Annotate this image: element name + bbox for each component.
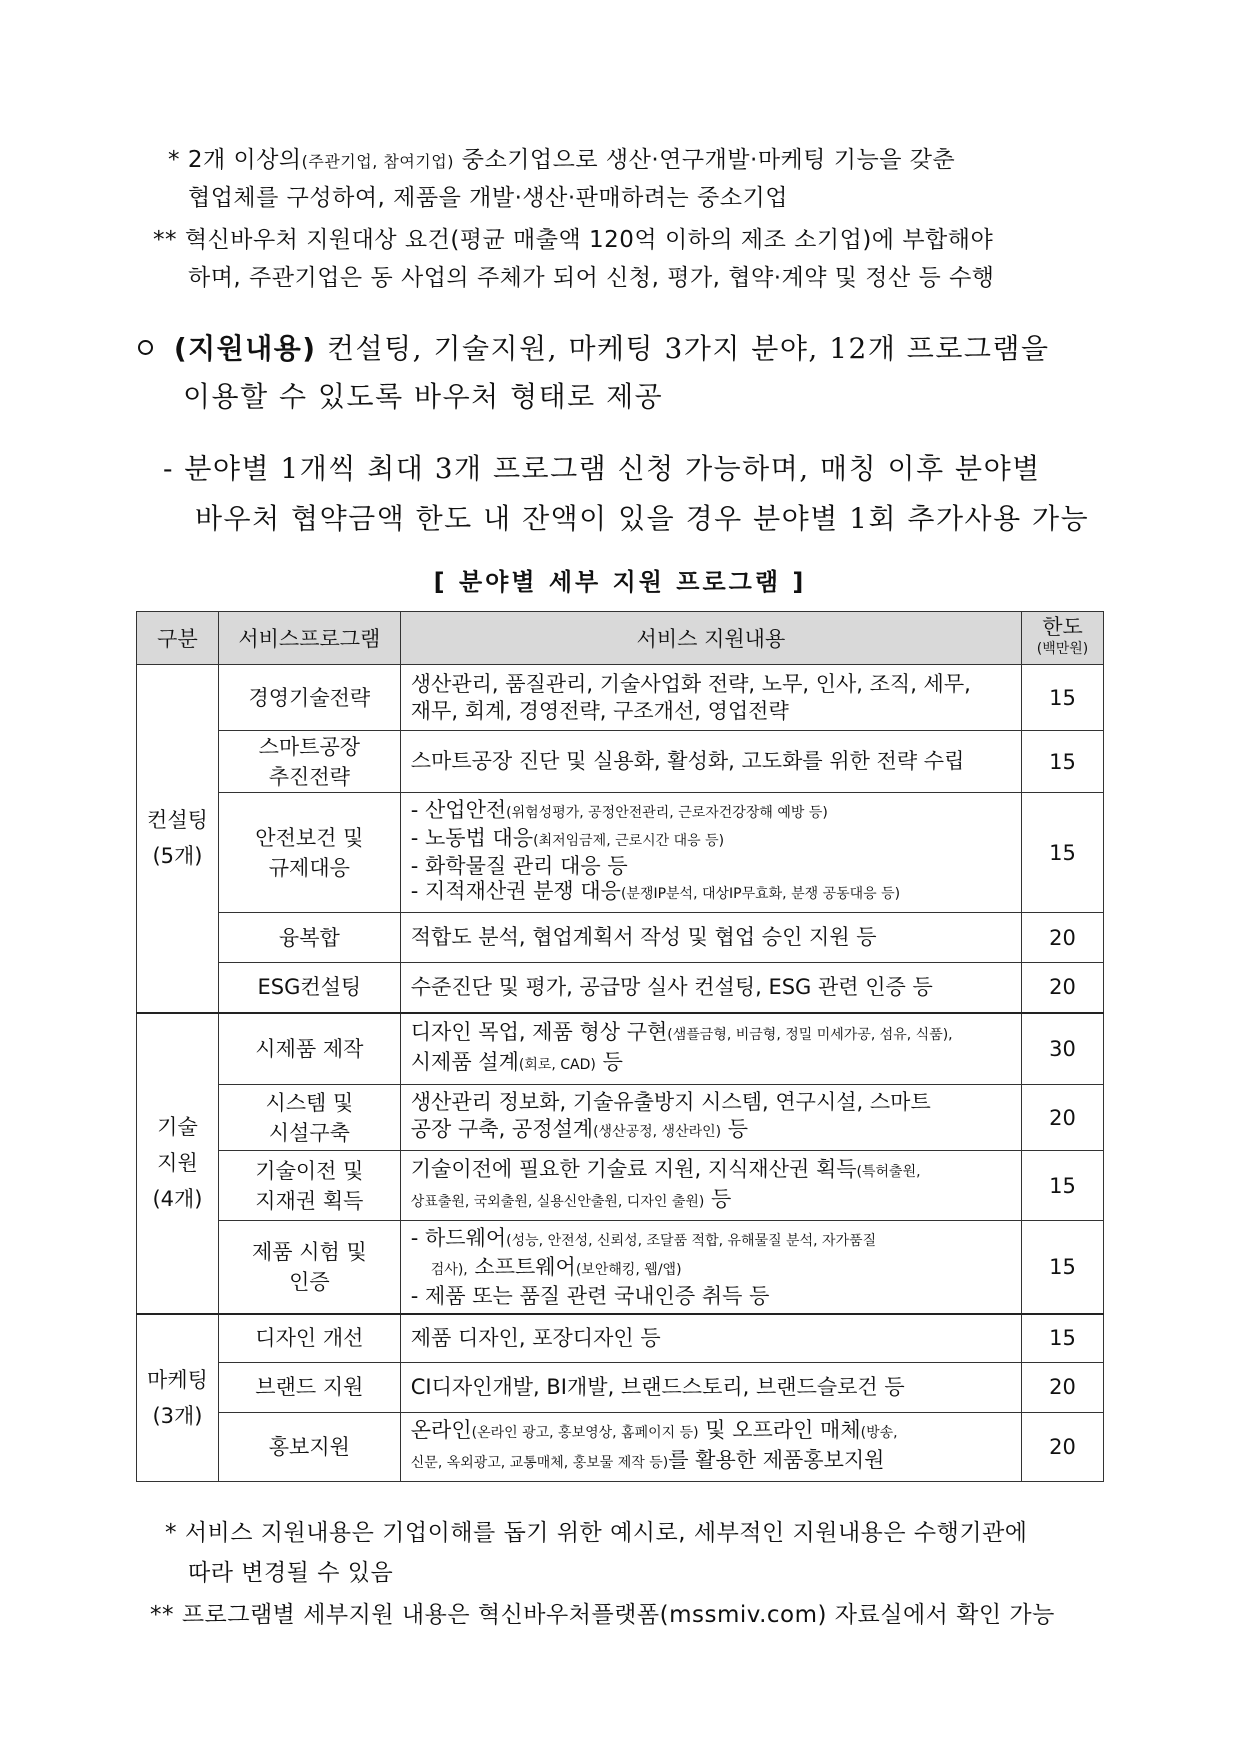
- content-line: 생산관리, 품질관리, 기술사업화 전략, 노무, 인사, 조직, 세무,: [410, 671, 971, 696]
- content-detail: (생산공정, 생산라인): [593, 1124, 722, 1140]
- content-text: 시제품 설계: [410, 1049, 519, 1074]
- category-name: 기술: [157, 1115, 198, 1140]
- service-content: 스마트공장 진단 및 실용화, 활성화, 고도화를 위한 전략 수립: [400, 731, 1021, 793]
- header-service: 서비스프로그램: [218, 612, 400, 665]
- category-name: 지원: [157, 1151, 198, 1176]
- content-bullet: - 지적재산권 분쟁 대응: [410, 879, 621, 903]
- note-mark: *: [168, 147, 180, 173]
- service-name: 융복합: [218, 913, 400, 963]
- header-limit-unit: (백만원): [1036, 641, 1089, 657]
- support-dash-line2: 바우처 협약금액 한도 내 잔액이 있을 경우 분야별 1회 추가사용 가능: [195, 502, 1090, 535]
- note-requirements-line2: 하며, 주관기업은 동 사업의 주체가 되어 신청, 평가, 협약·계약 및 정산 등 수행: [188, 265, 995, 291]
- limit-value: 15: [1022, 1314, 1104, 1362]
- service-content: [400, 793, 1021, 913]
- service-line: 추진전략: [268, 764, 350, 789]
- support-label: (지원내용): [173, 332, 317, 365]
- category-count: (3개): [152, 1403, 203, 1428]
- content-text: 등: [704, 1186, 732, 1211]
- service-line: 시스템 및: [265, 1090, 354, 1115]
- content-detail: (최저임금제, 근로시간 대응 등): [533, 833, 725, 849]
- service-content: 제품 디자인, 포장디자인 등: [400, 1314, 1021, 1362]
- table-row: [137, 1362, 1104, 1412]
- category-marketing: [137, 1314, 219, 1481]
- service-content: [400, 1221, 1021, 1315]
- limit-value: 20: [1022, 1362, 1104, 1412]
- content-detail: (샘플금형, 비금형, 정밀 미세가공, 섬유, 식품),: [667, 1026, 953, 1043]
- content-bullet: - 산업안전: [410, 798, 507, 822]
- content-bullet: - 노동법 대응: [410, 826, 534, 850]
- service-line: 안전보건 및: [255, 825, 364, 850]
- service-line: 기술이전 및: [255, 1158, 364, 1183]
- service-name: ESG컨설팅: [218, 963, 400, 1013]
- table-title: [ 분야별 세부 지원 프로그램 ]: [433, 568, 807, 596]
- table-header-row: [137, 612, 1104, 665]
- content-detail: 신문, 옥외광고, 교통매체, 홍보물 제작 등): [410, 1454, 669, 1471]
- content-detail: (온라인 광고, 홍보영상, 홈페이지 등): [471, 1424, 699, 1441]
- note-text: 중소기업으로 생산·연구개발·마케팅 기능을 갖춘: [453, 147, 956, 173]
- note-text: 혁신바우처 지원대상 요건(평균 매출액 120억 이하의 제조 소기업)에 부합해야: [184, 227, 994, 253]
- note-eligibility-line2: 협업체를 구성하여, 제품을 개발·생산·판매하려는 중소기업: [188, 185, 788, 211]
- header-category: 구분: [137, 612, 219, 665]
- limit-value: 20: [1022, 913, 1104, 963]
- limit-value: 30: [1022, 1013, 1104, 1085]
- note-mark: **: [150, 1602, 174, 1628]
- service-line: 인증: [289, 1270, 330, 1294]
- service-name: [218, 1151, 400, 1221]
- note-disclaimer: [165, 1513, 1028, 1553]
- note-requirements: [153, 220, 993, 260]
- limit-value: 20: [1022, 963, 1104, 1013]
- category-name: 컨설팅: [147, 808, 208, 833]
- note-text: 2개 이상의: [187, 147, 302, 173]
- note-platform: [150, 1595, 1055, 1635]
- content-text: 등: [721, 1117, 749, 1141]
- table-row: [137, 731, 1104, 793]
- limit-value: 15: [1022, 731, 1104, 793]
- content-line: 재무, 회계, 경영전략, 구조개선, 영업전략: [410, 698, 789, 723]
- service-name: [218, 1085, 400, 1151]
- table-row: [137, 665, 1104, 731]
- table-row: [137, 1013, 1104, 1085]
- content-bullet: - 제품 또는 품질 관련 국내인증 취득 등: [410, 1284, 770, 1308]
- content-text: 생산관리 정보화, 기술유출방지 시스템, 연구시설, 스마트: [410, 1090, 931, 1114]
- content-text: 온라인: [410, 1417, 472, 1442]
- limit-value: 20: [1022, 1085, 1104, 1151]
- service-name: 디자인 개선: [218, 1314, 400, 1362]
- note-text: 서비스 지원내용은 기업이해를 돕기 위한 예시로, 세부적인 지원내용은 수행기관에: [184, 1520, 1028, 1546]
- note-small-text: (주관기업, 참여기업): [301, 152, 454, 171]
- service-content: [400, 1151, 1021, 1221]
- service-content: [400, 665, 1021, 731]
- table-row: [137, 1151, 1104, 1221]
- support-dash-line1: - 분야별 1개씩 최대 3개 프로그램 신청 가능하며, 매칭 이후 분야별: [163, 452, 1041, 485]
- content-bullet: - 화학물질 관리 대응 등: [410, 854, 628, 878]
- service-name: 경영기술전략: [218, 665, 400, 731]
- circle-bullet-icon: [138, 340, 153, 355]
- header-content: 서비스 지원내용: [400, 612, 1021, 665]
- note-eligibility: [168, 140, 955, 182]
- content-text: 및 오프라인 매체: [698, 1417, 861, 1442]
- content-text: 공장 구축, 공정설계: [410, 1117, 594, 1141]
- service-content: CI디자인개발, BI개발, 브랜드스토리, 브랜드슬로건 등: [400, 1362, 1021, 1412]
- content-detail: (회로, CAD): [518, 1056, 596, 1073]
- category-count: (4개): [152, 1187, 203, 1212]
- service-name: [218, 1221, 400, 1315]
- content-bullet: - 하드웨어: [410, 1226, 507, 1250]
- content-detail: (위험성평가, 공정안전관리, 근로자건강장해 예방 등): [506, 805, 828, 821]
- support-text: 컨설팅, 기술지원, 마케팅 3가지 분야, 12개 프로그램을: [316, 332, 1050, 365]
- content-text: 등: [595, 1049, 623, 1074]
- service-name: 시제품 제작: [218, 1013, 400, 1085]
- limit-value: 20: [1022, 1412, 1104, 1481]
- service-content: 수준진단 및 평가, 공급망 실사 컨설팅, ESG 관련 인증 등: [400, 963, 1021, 1013]
- limit-value: 15: [1022, 1221, 1104, 1315]
- table-row: [137, 793, 1104, 913]
- service-content: 적합도 분석, 협업계획서 작성 및 협업 승인 지원 등: [400, 913, 1021, 963]
- table-row: [137, 1314, 1104, 1362]
- service-line: 지재권 획득: [255, 1188, 364, 1213]
- limit-value: 15: [1022, 1151, 1104, 1221]
- content-detail: (특허출원,: [856, 1163, 921, 1180]
- service-line: 시설구축: [268, 1120, 350, 1145]
- service-line: 제품 시험 및: [251, 1240, 367, 1264]
- service-line: 규제대응: [268, 855, 350, 880]
- service-name: 홍보지원: [218, 1412, 400, 1481]
- header-limit: [1022, 612, 1104, 665]
- content-detail: (분쟁IP분석, 대상IP무효화, 분쟁 공동대응 등): [620, 886, 901, 902]
- category-name: 마케팅: [147, 1367, 208, 1392]
- category-tech-support: [137, 1013, 219, 1315]
- program-table: [136, 611, 1104, 1482]
- limit-value: 15: [1022, 793, 1104, 913]
- content-text: 기술이전에 필요한 기술료 지원, 지식재산권 획득: [410, 1156, 857, 1181]
- content-detail: (방송,: [860, 1424, 898, 1441]
- category-consulting: [137, 665, 219, 1013]
- support-paragraph: [138, 324, 1050, 374]
- service-content: [400, 1085, 1021, 1151]
- header-limit-label: 한도: [1042, 615, 1083, 639]
- content-text: 디자인 목업, 제품 형상 구현: [410, 1019, 668, 1044]
- service-name: 브랜드 지원: [218, 1362, 400, 1412]
- note-mark: **: [153, 227, 177, 253]
- service-line: 스마트공장: [258, 734, 361, 759]
- support-line2: 이용할 수 있도록 바우처 형태로 제공: [183, 380, 664, 413]
- table-row: [137, 1085, 1104, 1151]
- service-name: [218, 731, 400, 793]
- service-content: [400, 1412, 1021, 1481]
- limit-value: 15: [1022, 665, 1104, 731]
- table-row: [137, 913, 1104, 963]
- service-content: [400, 1013, 1021, 1085]
- category-count: (5개): [152, 844, 203, 869]
- content-detail: (보안해킹, 웹/앱): [575, 1262, 682, 1278]
- note-mark: *: [165, 1520, 177, 1546]
- content-text: 를 활용한 제품홍보지원: [668, 1447, 885, 1472]
- table-row: [137, 963, 1104, 1013]
- service-name: [218, 793, 400, 913]
- table-row: [137, 1221, 1104, 1315]
- content-detail: 검사),: [430, 1262, 468, 1278]
- content-detail: (성능, 안전성, 신뢰성, 조달품 적합, 유해물질 분석, 자가품질: [506, 1233, 877, 1249]
- content-text: 소프트웨어: [467, 1255, 576, 1279]
- note-disclaimer-line2: 따라 변경될 수 있음: [188, 1560, 394, 1586]
- table-row: [137, 1412, 1104, 1481]
- content-detail: 상표출원, 국외출원, 실용신안출원, 디자인 출원): [410, 1193, 705, 1210]
- note-text: 프로그램별 세부지원 내용은 혁신바우처플랫폼(mssmiv.com) 자료실에서 확인 가능: [181, 1602, 1055, 1628]
